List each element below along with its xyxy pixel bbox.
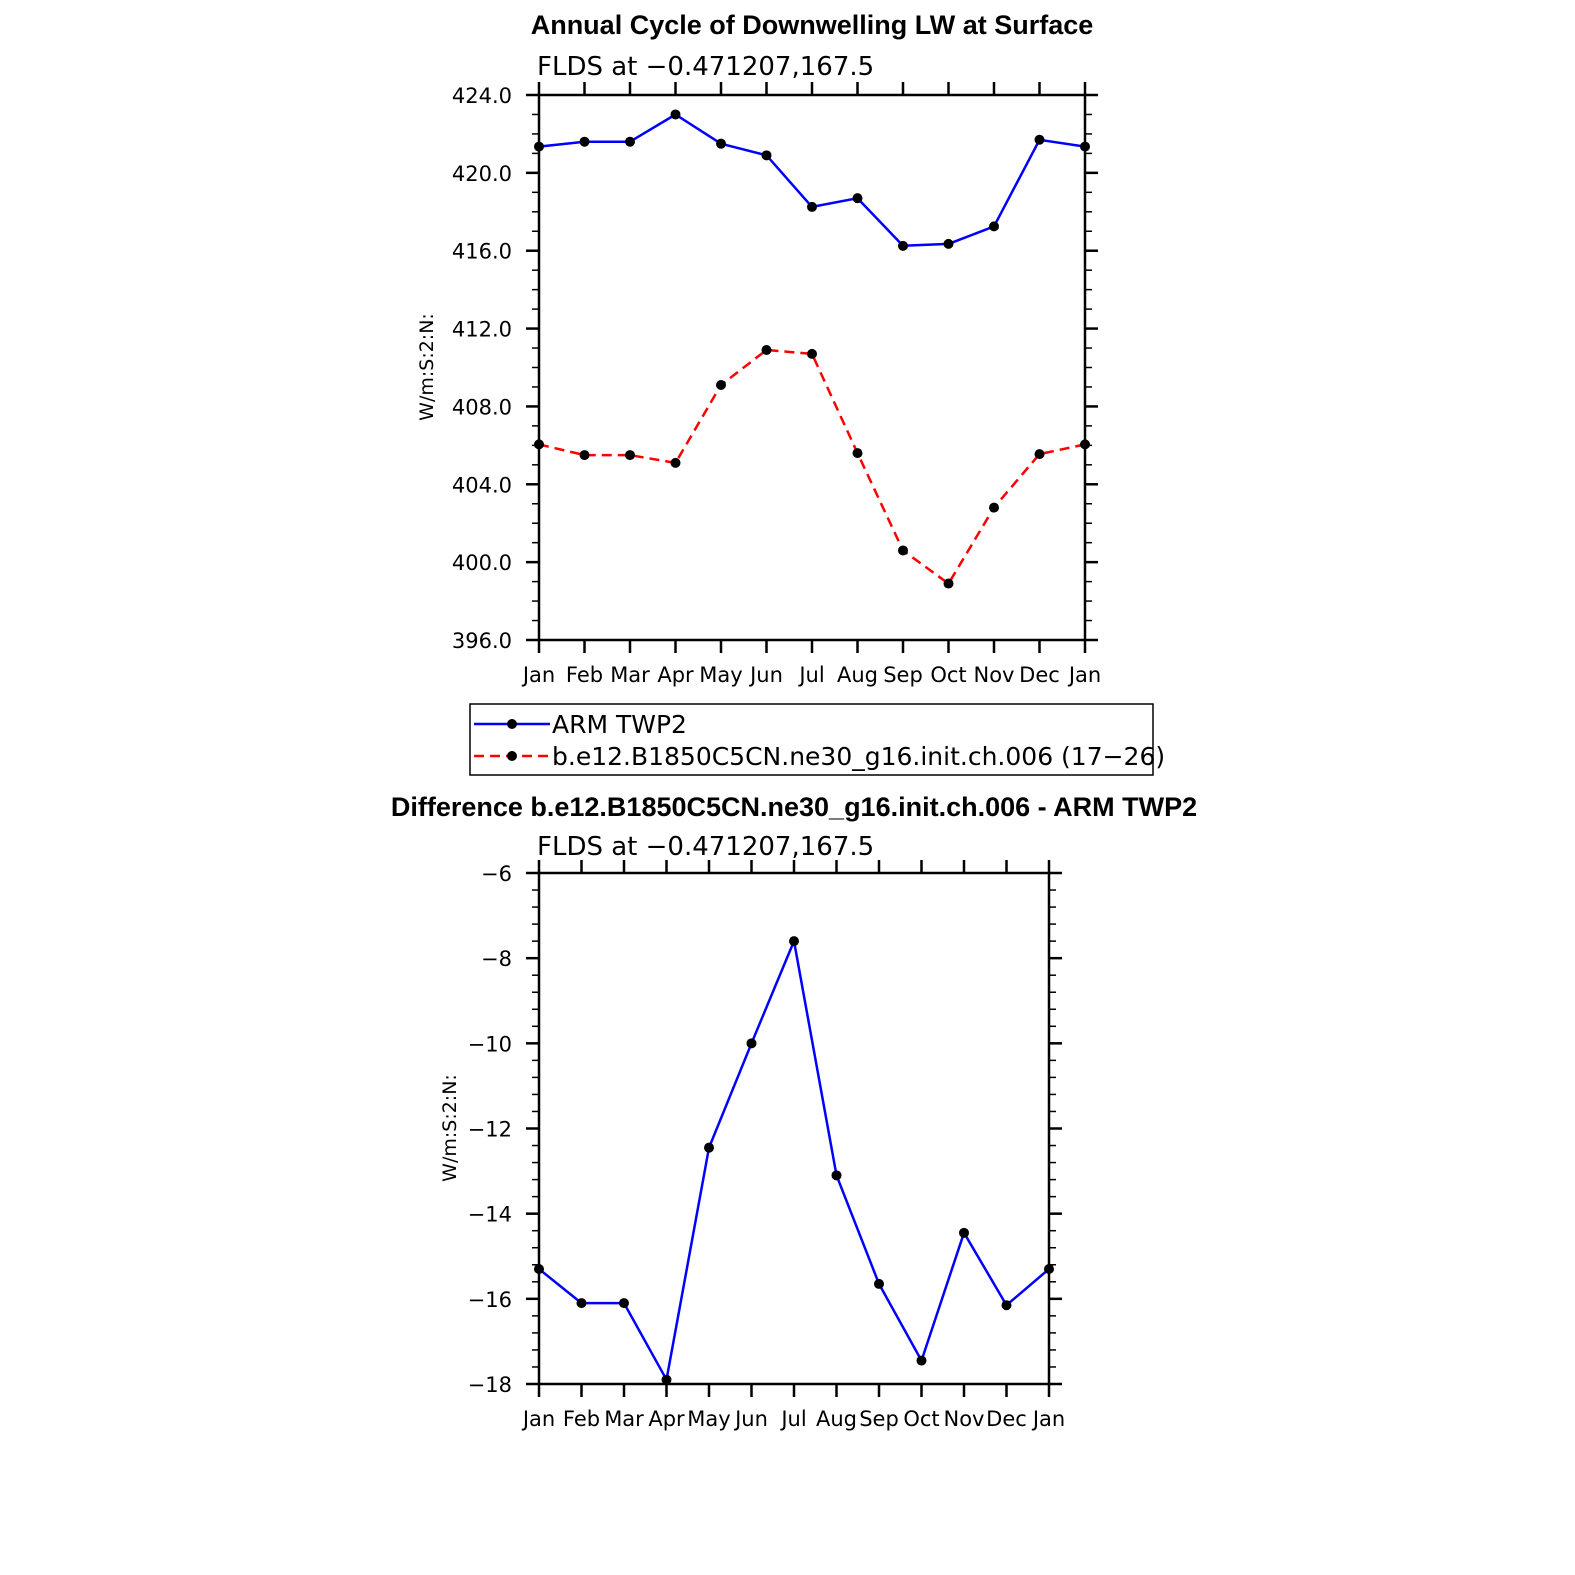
legend-marker-arm-twp2 bbox=[507, 719, 517, 729]
series-line-0 bbox=[539, 941, 1049, 1380]
data-point-1-3 bbox=[671, 458, 681, 468]
data-point-1-9 bbox=[944, 579, 954, 589]
y-tick-label: 416.0 bbox=[451, 239, 512, 264]
x-tick-label: Feb bbox=[562, 1407, 601, 1431]
data-point-0-9 bbox=[944, 239, 954, 249]
data-point-1-12 bbox=[1080, 439, 1090, 449]
x-tick-label: Feb bbox=[565, 663, 604, 687]
y-axis-label: W/m:S:2:N: bbox=[416, 313, 438, 421]
x-tick-label: Dec bbox=[986, 1407, 1027, 1431]
y-tick-label: 420.0 bbox=[451, 161, 512, 186]
data-point-0-12 bbox=[1044, 1264, 1054, 1274]
x-tick-label: Jan bbox=[1068, 663, 1102, 687]
data-point-0-5 bbox=[747, 1038, 757, 1048]
data-point-0-1 bbox=[577, 1298, 587, 1308]
x-tick-label: Nov bbox=[973, 663, 1015, 687]
y-tick-label: 404.0 bbox=[451, 473, 512, 498]
x-tick-label: Jul bbox=[781, 1407, 807, 1431]
x-tick-label: Sep bbox=[859, 1407, 899, 1431]
data-point-1-0 bbox=[534, 439, 544, 449]
x-tick-label: Sep bbox=[883, 663, 923, 687]
data-point-0-2 bbox=[619, 1298, 629, 1308]
x-tick-label: Jun bbox=[750, 663, 783, 687]
series-line-0 bbox=[539, 115, 1085, 246]
x-tick-label: Mar bbox=[604, 1407, 644, 1431]
y-tick-label: −10 bbox=[467, 1032, 512, 1057]
data-point-1-11 bbox=[1035, 449, 1045, 459]
chart-title: Annual Cycle of Downwelling LW at Surface bbox=[530, 10, 1094, 40]
y-tick-label: −6 bbox=[481, 862, 512, 886]
y-tick-label: 396.0 bbox=[451, 629, 512, 653]
x-tick-labels bbox=[521, 663, 1101, 687]
chart-subtitle: FLDS at −0.471207,167.5 bbox=[537, 832, 875, 862]
data-point-0-10 bbox=[959, 1228, 969, 1238]
data-point-1-7 bbox=[853, 448, 863, 458]
x-tick-label: Aug bbox=[836, 663, 879, 687]
y-tick-label: 412.0 bbox=[451, 317, 512, 342]
x-tick-labels bbox=[521, 1407, 1065, 1431]
axes-ticks bbox=[526, 82, 1098, 653]
data-point-0-11 bbox=[1002, 1300, 1012, 1310]
data-point-0-4 bbox=[704, 1143, 714, 1153]
difference-chart bbox=[391, 792, 1197, 1431]
y-tick-label: 408.0 bbox=[451, 395, 512, 420]
x-tick-label: Jul bbox=[799, 663, 825, 687]
data-point-0-8 bbox=[874, 1279, 884, 1289]
legend-label-arm-twp2: ARM TWP2 bbox=[552, 710, 687, 739]
data-point-1-1 bbox=[580, 450, 590, 460]
data-point-0-12 bbox=[1080, 142, 1090, 152]
data-point-0-0 bbox=[534, 1264, 544, 1274]
legend-entry-model bbox=[474, 742, 1165, 771]
series-layer bbox=[534, 936, 1054, 1385]
data-point-0-3 bbox=[671, 109, 681, 119]
x-tick-label: Nov bbox=[943, 1407, 985, 1431]
data-point-0-4 bbox=[716, 139, 726, 149]
plot-frame bbox=[539, 873, 1049, 1384]
data-point-0-1 bbox=[580, 137, 590, 147]
data-point-1-6 bbox=[807, 349, 817, 359]
legend bbox=[470, 704, 1165, 775]
data-point-0-9 bbox=[917, 1356, 927, 1366]
data-point-1-2 bbox=[625, 450, 635, 460]
y-tick-label: 400.0 bbox=[451, 551, 512, 576]
y-tick-label: −18 bbox=[467, 1373, 512, 1397]
x-tick-label: Jan bbox=[522, 1407, 556, 1431]
x-tick-label: Jan bbox=[522, 663, 556, 687]
data-point-1-10 bbox=[989, 503, 999, 513]
series-layer bbox=[534, 109, 1090, 588]
x-tick-label: May bbox=[699, 663, 743, 687]
x-tick-label: Apr bbox=[648, 1407, 685, 1431]
y-tick-label: −12 bbox=[467, 1117, 512, 1142]
data-point-1-4 bbox=[716, 380, 726, 390]
data-point-0-0 bbox=[534, 142, 544, 152]
data-point-0-3 bbox=[662, 1375, 672, 1385]
data-point-0-8 bbox=[898, 241, 908, 251]
x-tick-label: Mar bbox=[610, 663, 650, 687]
y-tick-label: −16 bbox=[467, 1287, 512, 1312]
x-tick-label: Oct bbox=[903, 1407, 940, 1431]
series-line-1 bbox=[539, 350, 1085, 584]
x-tick-label: Apr bbox=[657, 663, 694, 687]
data-point-1-8 bbox=[898, 545, 908, 555]
annual-cycle-chart bbox=[416, 10, 1101, 687]
x-tick-label: May bbox=[687, 1407, 731, 1431]
data-point-0-10 bbox=[989, 221, 999, 231]
x-tick-label: Oct bbox=[930, 663, 967, 687]
x-tick-label: Dec bbox=[1019, 663, 1060, 687]
data-point-0-6 bbox=[807, 202, 817, 212]
data-point-0-2 bbox=[625, 137, 635, 147]
y-tick-labels bbox=[468, 862, 512, 1397]
data-point-1-5 bbox=[762, 345, 772, 355]
data-point-0-5 bbox=[762, 150, 772, 160]
chart-subtitle: FLDS at −0.471207,167.5 bbox=[537, 52, 875, 82]
x-tick-label: Jan bbox=[1032, 1407, 1066, 1431]
y-tick-labels bbox=[452, 84, 512, 653]
legend-marker-model bbox=[507, 751, 517, 761]
y-tick-label: −14 bbox=[467, 1202, 512, 1227]
legend-label-model: b.e12.B1850C5CN.ne30_g16.init.ch.006 (17−26) bbox=[552, 742, 1166, 771]
data-point-0-6 bbox=[789, 936, 799, 946]
plot-frame bbox=[539, 95, 1085, 640]
y-axis-label: W/m:S:2:N: bbox=[439, 1074, 461, 1182]
data-point-0-11 bbox=[1035, 135, 1045, 145]
y-tick-label: 424.0 bbox=[451, 84, 512, 108]
x-tick-label: Aug bbox=[815, 1407, 858, 1431]
y-tick-label: −8 bbox=[481, 947, 512, 972]
data-point-0-7 bbox=[832, 1170, 842, 1180]
x-tick-label: Jun bbox=[735, 1407, 768, 1431]
data-point-0-7 bbox=[853, 193, 863, 203]
chart-title: Difference b.e12.B1850C5CN.ne30_g16.init.ch.006 - ARM TWP2 bbox=[390, 792, 1198, 822]
